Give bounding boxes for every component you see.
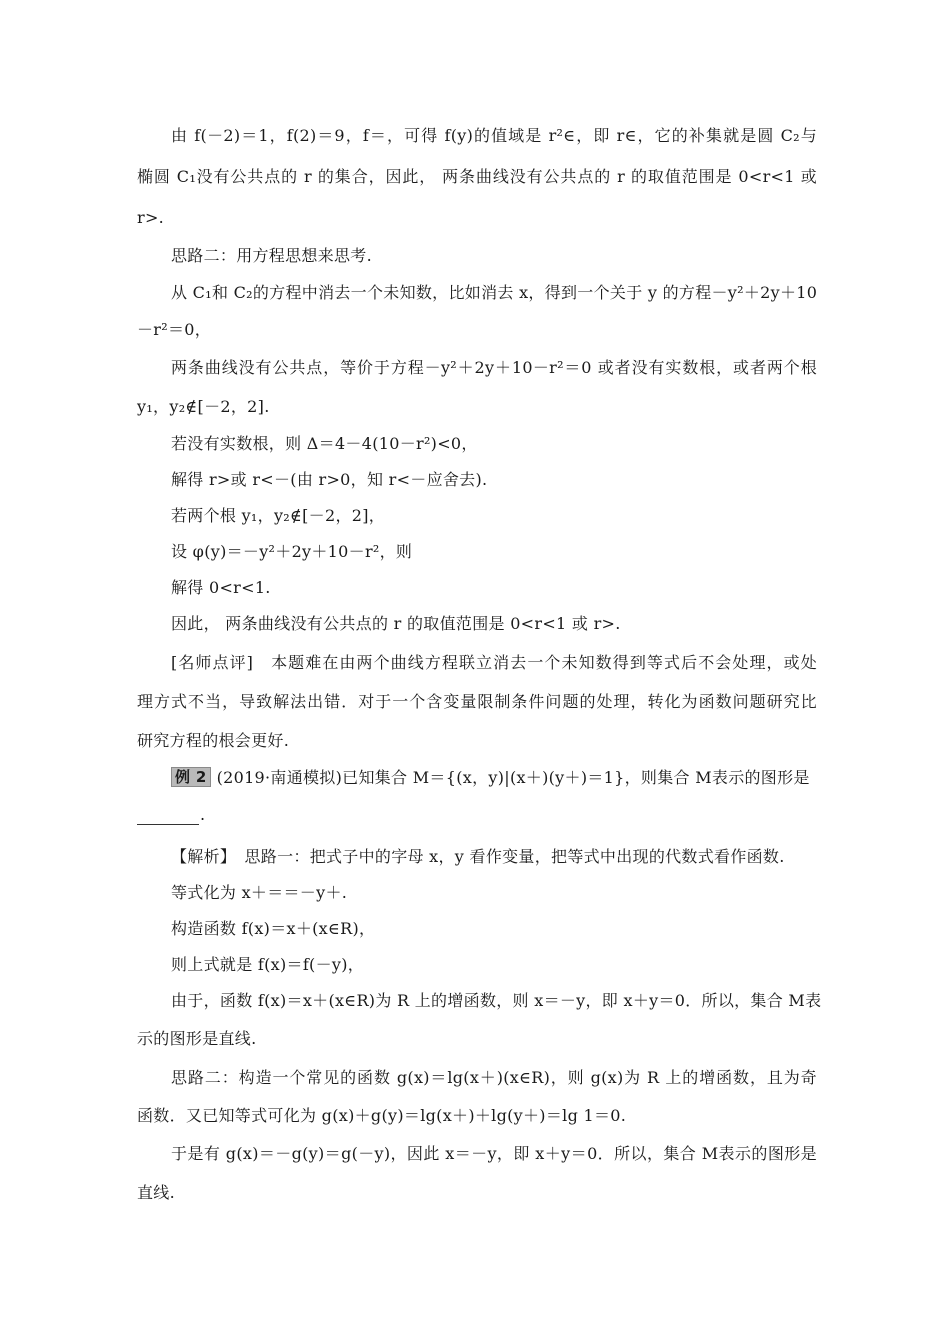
- text-line: 理方式不当，导致解法出错．对于一个含变量限制条件问题的处理，转化为函数问题研究比: [137, 692, 817, 711]
- example-line: [171, 766, 817, 790]
- text-line: 【解析】 思路一：把式子中的字母 x，y 看作变量，把等式中出现的代数式看作函数.: [171, 847, 785, 866]
- text-line: 解得 r>或 r<－(由 r>0，知 r<－应舍去).: [171, 470, 488, 489]
- text-line: 则上式就是 f(x)＝f(－y)，: [171, 955, 365, 974]
- text-line: 思路二：构造一个常见的函数 g(x)＝lg(x＋)(x∈R)，则 g(x)为 R 上的增函数，且为奇: [171, 1068, 817, 1087]
- text-line: [名师点评] 本题难在由两个曲线方程联立消去一个未知数得到等式后不会处理，或处: [171, 653, 817, 672]
- text-line: 由于，函数 f(x)＝x＋(x∈R)为 R 上的增函数，则 x＝－y，即 x＋y＝0．所以，集合 M表: [171, 991, 822, 1010]
- text-line: －r²＝0，: [137, 320, 212, 339]
- text-line: 思路二：用方程思想来思考.: [171, 246, 372, 265]
- example-badge: 例 2: [171, 767, 211, 787]
- text-line: 构造函数 f(x)＝x＋(x∈R)，: [171, 919, 376, 938]
- text-line: 椭圆 C₁没有公共点的 r 的集合，因此， 两条曲线没有公共点的 r 的取值范围是 0<r<1 或: [137, 167, 817, 186]
- answer-blank: [137, 808, 199, 825]
- blank-period: .: [200, 805, 206, 824]
- text-line: 两条曲线没有公共点，等价于方程－y²＋2y＋10－r²＝0 或者没有实数根，或者两个根: [171, 358, 817, 377]
- text-line: 于是有 g(x)＝－g(y)＝g(－y)，因此 x＝－y，即 x＋y＝0．所以，集合 M表示的图形是: [171, 1144, 817, 1163]
- text-line: r>.: [137, 208, 165, 227]
- text-line: 函数．又已知等式可化为 g(x)＋g(y)＝lg(x＋)＋lg(y＋)＝lg 1＝0.: [137, 1106, 627, 1125]
- text-line: 若没有实数根，则 Δ＝4－4(10－r²)<0，: [171, 434, 478, 453]
- text-line: y₁，y₂∉[－2，2].: [137, 397, 270, 416]
- text-line: 若两个根 y₁，y₂∉[－2，2]，: [171, 506, 386, 525]
- text-line: 等式化为 x＋＝＝－y＋.: [171, 883, 348, 902]
- text-line: 由 f(－2)＝1，f(2)＝9，f＝，可得 f(y)的值域是 r²∈，即 r∈，它的补集就是圆 C₂与: [171, 126, 817, 145]
- text-line: (2019·南通模拟)已知集合 M＝{(x，y)|(x＋)(y＋)＝1}，则集合 M表示的图形是: [216, 768, 810, 787]
- text-line: 解得 0<r<1.: [171, 578, 271, 597]
- text-line: 示的图形是直线.: [137, 1029, 257, 1048]
- text-line: 从 C₁和 C₂的方程中消去一个未知数，比如消去 x，得到一个关于 y 的方程－y²＋2y＋10: [171, 283, 818, 302]
- text-line: 直线.: [137, 1183, 175, 1202]
- text-line: 研究方程的根会更好.: [137, 731, 290, 750]
- text-line: 因此， 两条曲线没有公共点的 r 的取值范围是 0<r<1 或 r>.: [171, 614, 621, 633]
- text-line: 设 φ(y)＝－y²＋2y＋10－r²，则: [171, 542, 413, 561]
